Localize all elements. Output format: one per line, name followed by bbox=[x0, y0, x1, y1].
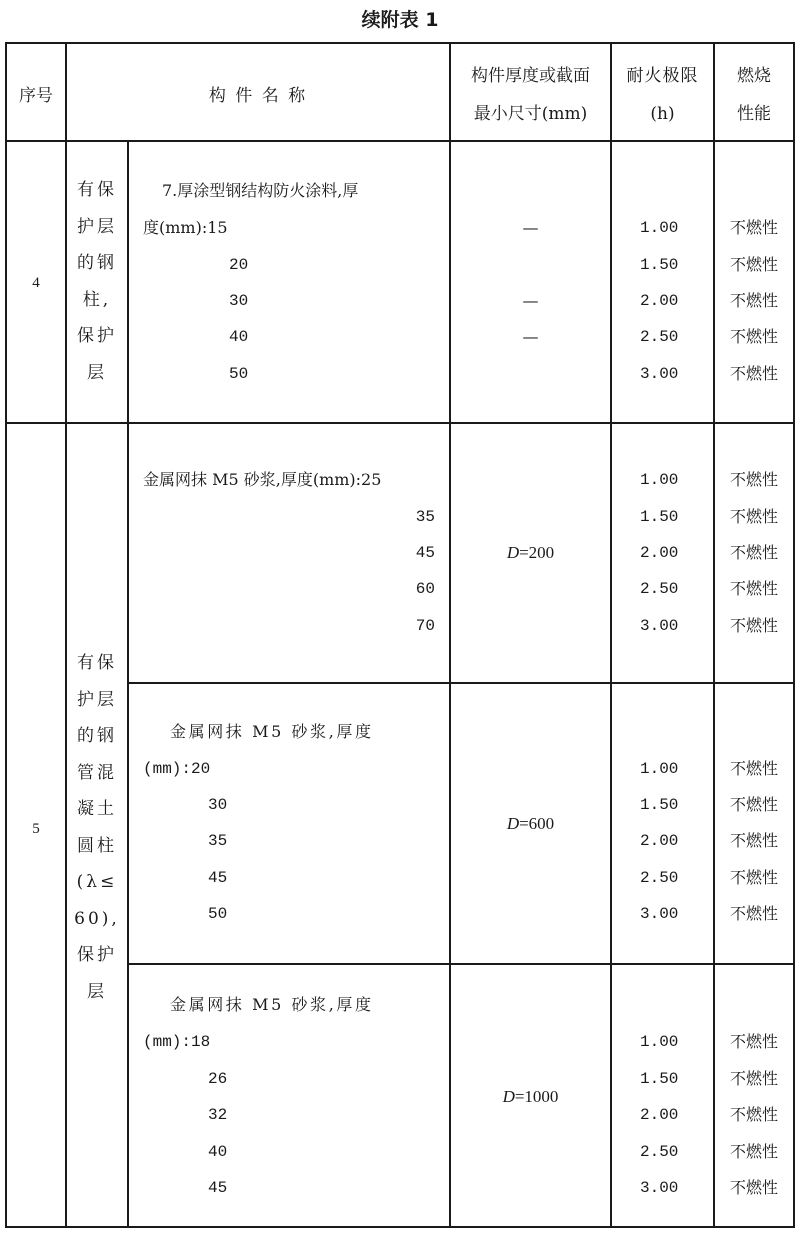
group3-value: 26 bbox=[208, 1070, 228, 1088]
row4-desc-line1: 7.厚涂型钢结构防火涂料,厚 bbox=[162, 181, 359, 200]
row5-category-line: 的钢 bbox=[77, 726, 117, 746]
group1-dim bbox=[451, 541, 610, 565]
group2-dim-val: =600 bbox=[519, 814, 555, 833]
row4-fire: 3.00 bbox=[640, 365, 679, 383]
table-border-top bbox=[5, 42, 795, 44]
row4-category-line: 保护 bbox=[77, 326, 117, 346]
row4-comb: 不燃性 bbox=[729, 327, 778, 346]
header-serial: 序号 bbox=[19, 86, 53, 106]
group3-comb: 不燃性 bbox=[729, 1105, 778, 1124]
group2-value: 45 bbox=[208, 869, 228, 887]
row4-desc-line2: 度(mm):15 bbox=[143, 218, 228, 237]
row4-category bbox=[67, 172, 127, 391]
col-divider-category bbox=[127, 140, 129, 1228]
group1-value: 45 bbox=[415, 544, 435, 562]
group2-fire: 3.00 bbox=[640, 905, 679, 923]
row4-dim: — bbox=[522, 327, 539, 346]
group2-comb: 不燃性 bbox=[729, 759, 778, 778]
group3-comb: 不燃性 bbox=[729, 1142, 778, 1161]
row4-value: 20 bbox=[229, 256, 249, 274]
group3-fire: 2.50 bbox=[640, 1143, 679, 1161]
group2-dim-var: D bbox=[506, 814, 520, 833]
row4-comb: 不燃性 bbox=[729, 291, 778, 310]
group2-value: 30 bbox=[208, 796, 228, 814]
group3-fire: 3.00 bbox=[640, 1179, 679, 1197]
row4-value: 40 bbox=[229, 328, 249, 346]
header-divider bbox=[5, 140, 795, 142]
row4-category-line: 有保 bbox=[77, 180, 117, 200]
group1-comb: 不燃性 bbox=[729, 579, 778, 598]
row4-dim: — bbox=[522, 218, 539, 237]
group1-fire: 1.00 bbox=[640, 471, 679, 489]
row4-comb: 不燃性 bbox=[729, 218, 778, 237]
header-comb-line2: 性能 bbox=[737, 104, 771, 124]
row4-comb: 不燃性 bbox=[729, 364, 778, 383]
row4-value: 30 bbox=[229, 292, 249, 310]
row4-dim bbox=[451, 253, 610, 277]
group2-fire: 1.00 bbox=[640, 760, 679, 778]
row5-category-line: 凝土 bbox=[77, 799, 117, 819]
row5-category-line: 圆柱 bbox=[77, 835, 117, 856]
group3-desc-line1: 金属网抹 M5 砂浆,厚度 bbox=[170, 995, 374, 1014]
row5-category-line: 管混 bbox=[77, 762, 117, 783]
group1-comb: 不燃性 bbox=[729, 543, 778, 562]
row5-category-line: 60), bbox=[74, 908, 120, 929]
group1-fire: 1.50 bbox=[640, 508, 679, 526]
group2-comb: 不燃性 bbox=[729, 831, 778, 850]
row5-category-line: (λ≤ bbox=[76, 872, 118, 892]
group3-desc-line2: (mm):18 bbox=[143, 1033, 211, 1051]
row4-value: 50 bbox=[229, 365, 249, 383]
group1-value: 70 bbox=[415, 617, 435, 635]
group1-fire: 3.00 bbox=[640, 617, 679, 635]
row4-comb: 不燃性 bbox=[729, 255, 778, 274]
group1-comb: 不燃性 bbox=[729, 470, 778, 489]
header-thickness-line2: 最小尺寸(mm) bbox=[473, 104, 588, 124]
group3-comb: 不燃性 bbox=[729, 1032, 778, 1051]
row4-category-line: 的钢 bbox=[77, 253, 117, 273]
group2-fire: 2.00 bbox=[640, 832, 679, 850]
group1-dim-val: =200 bbox=[519, 543, 555, 562]
row4-fire: 2.50 bbox=[640, 328, 679, 346]
col-divider-thickness bbox=[610, 42, 612, 1228]
group2-comb: 不燃性 bbox=[729, 868, 778, 887]
group2-comb: 不燃性 bbox=[729, 795, 778, 814]
group2-comb: 不燃性 bbox=[729, 904, 778, 923]
group2-dim bbox=[451, 812, 610, 836]
row4-dim: — bbox=[522, 291, 539, 310]
header-thickness-line1: 构件厚度或截面 bbox=[471, 66, 590, 86]
row4-category-line: 护层 bbox=[77, 216, 117, 237]
group1-comb: 不燃性 bbox=[729, 507, 778, 526]
group2-value: 35 bbox=[208, 832, 228, 850]
group3-value: 45 bbox=[208, 1179, 228, 1197]
group-divider bbox=[128, 963, 795, 965]
group1-comb: 不燃性 bbox=[729, 616, 778, 635]
group2-fire: 1.50 bbox=[640, 796, 679, 814]
row5-category-line: 层 bbox=[87, 981, 107, 1002]
row4-fire: 1.50 bbox=[640, 256, 679, 274]
row4-fire: 1.00 bbox=[640, 219, 679, 237]
group1-desc-line1: 金属网抹 M5 砂浆,厚度(mm):25 bbox=[143, 470, 382, 489]
group2-desc-line1: 金属网抹 M5 砂浆,厚度 bbox=[170, 722, 374, 741]
header-name: 构 件 名 称 bbox=[208, 86, 308, 106]
group2-value: 50 bbox=[208, 905, 228, 923]
group1-value: 60 bbox=[415, 580, 435, 598]
row4-dim bbox=[451, 362, 610, 386]
row-divider bbox=[5, 422, 795, 424]
group1-dim-var: D bbox=[506, 543, 520, 562]
table-border-bottom bbox=[5, 1226, 795, 1228]
group3-dim bbox=[451, 1085, 610, 1109]
group3-dim-val: =1000 bbox=[514, 1087, 559, 1106]
row4-category-line: 层 bbox=[87, 362, 107, 383]
header-fire-line2: (h) bbox=[650, 104, 675, 124]
header-fire-line1: 耐火极限 bbox=[626, 66, 699, 86]
row4-category-line: 柱, bbox=[82, 289, 112, 310]
group3-fire: 1.00 bbox=[640, 1033, 679, 1051]
group2-desc-line2: (mm):20 bbox=[143, 760, 211, 778]
row5-category-line: 保护 bbox=[77, 945, 117, 965]
group-divider bbox=[128, 682, 795, 684]
group1-value: 35 bbox=[415, 508, 435, 526]
row5-serial: 5 bbox=[32, 821, 40, 837]
group3-fire: 1.50 bbox=[640, 1070, 679, 1088]
group1-fire: 2.50 bbox=[640, 580, 679, 598]
group3-dim-var: D bbox=[502, 1087, 515, 1106]
group3-comb: 不燃性 bbox=[729, 1069, 778, 1088]
table-border-right bbox=[793, 42, 795, 1228]
row5-category-line: 有保 bbox=[77, 653, 117, 673]
group3-comb: 不燃性 bbox=[729, 1178, 778, 1197]
row5-category-line: 护层 bbox=[77, 689, 117, 710]
group2-fire: 2.50 bbox=[640, 869, 679, 887]
row4-serial: 4 bbox=[32, 275, 40, 291]
group3-value: 32 bbox=[208, 1106, 228, 1124]
group3-fire: 2.00 bbox=[640, 1106, 679, 1124]
page-title: 续附表 1 bbox=[361, 9, 439, 31]
table-border-left bbox=[5, 42, 7, 1228]
row5-category bbox=[67, 645, 127, 1010]
header-comb-line1: 燃烧 bbox=[737, 66, 771, 86]
group3-value: 40 bbox=[208, 1143, 228, 1161]
group1-fire: 2.00 bbox=[640, 544, 679, 562]
row4-fire: 2.00 bbox=[640, 292, 679, 310]
